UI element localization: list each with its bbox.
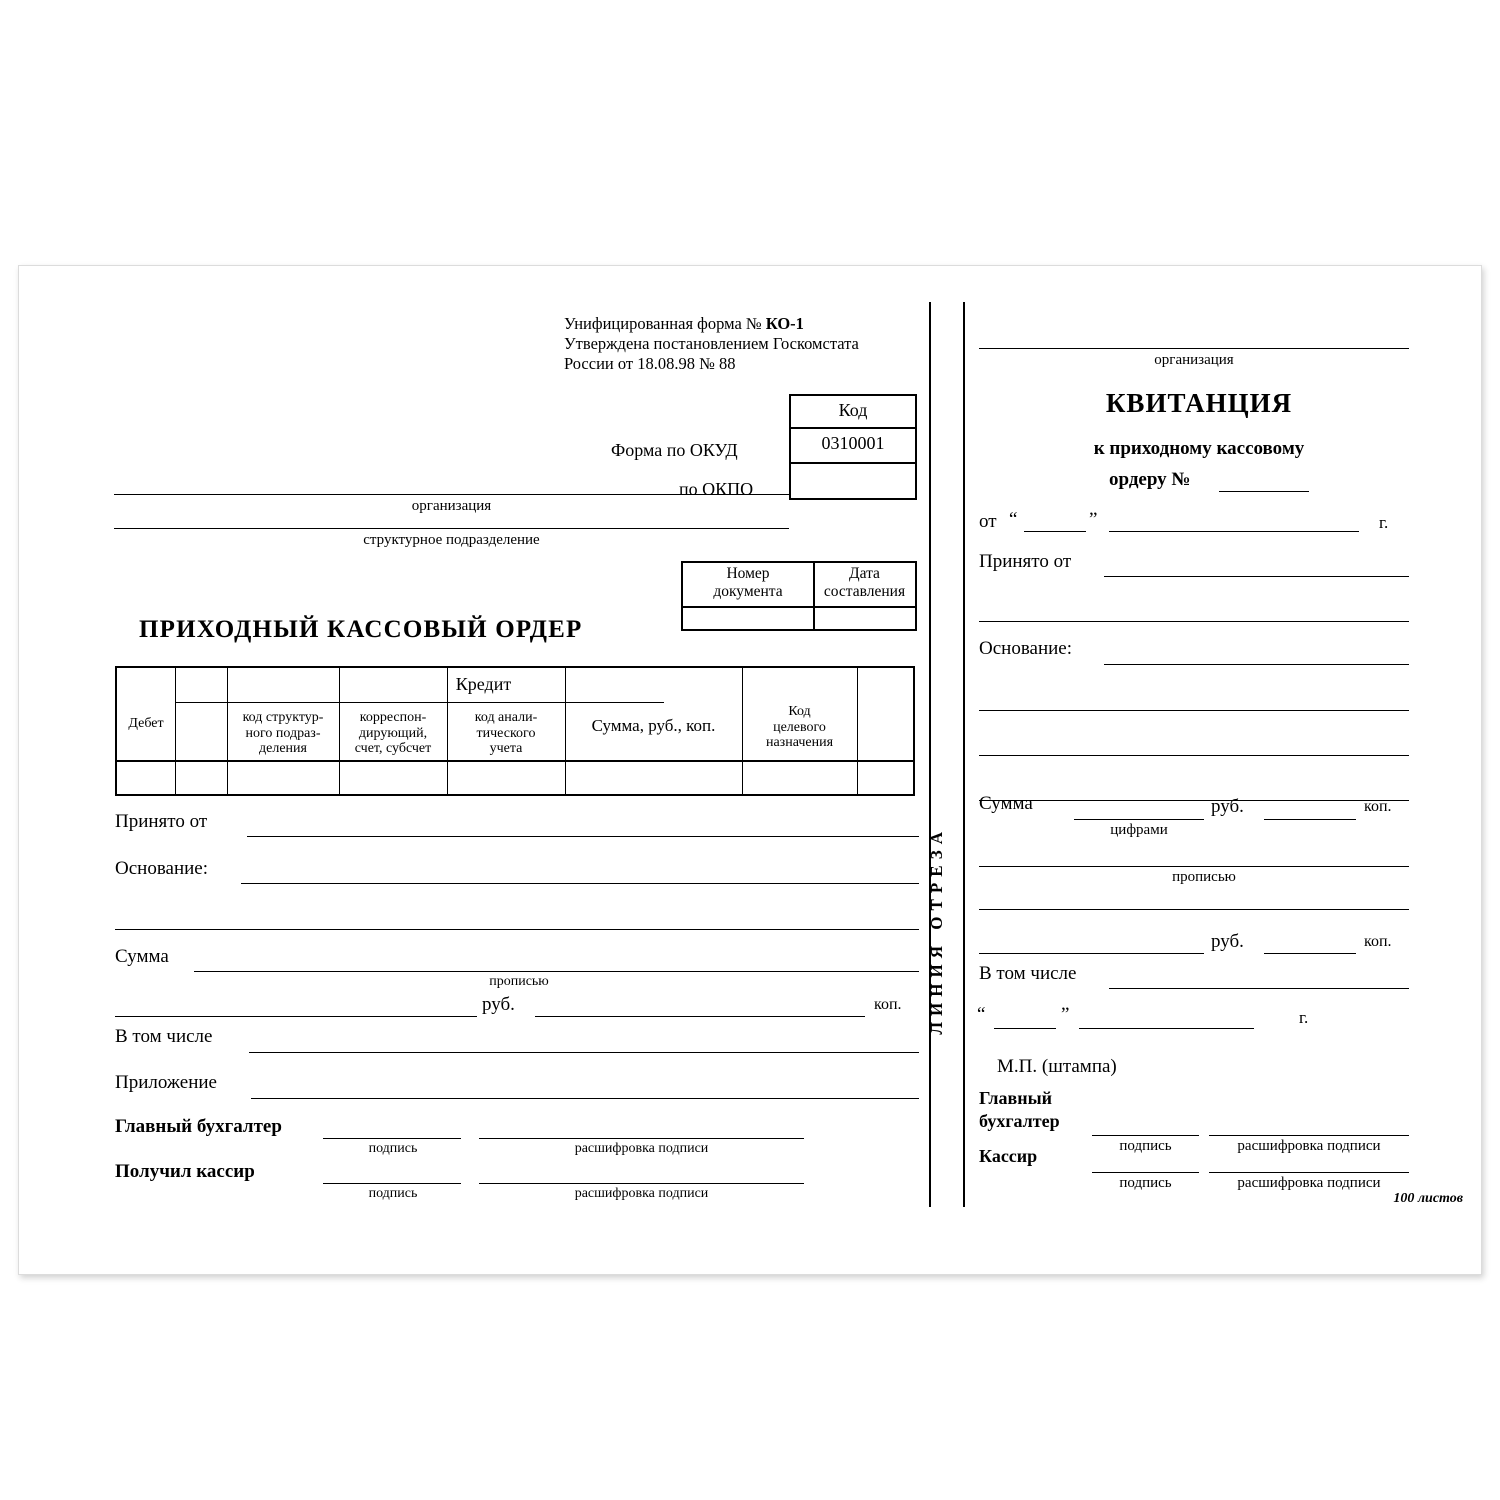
receipt-cashier-decode-line[interactable]	[1209, 1172, 1409, 1173]
form-header-line1	[564, 314, 859, 334]
receipt-order-no-line[interactable]	[1219, 491, 1309, 492]
organization-line[interactable]	[114, 494, 789, 495]
ctab-cell-sub3[interactable]	[449, 762, 563, 792]
basis-line-1[interactable]	[241, 883, 919, 884]
receipt-quote-open-2: “	[977, 1004, 986, 1025]
sum-in-words-caption: прописью	[489, 974, 549, 989]
receipt-chief-sign-line[interactable]	[1092, 1135, 1199, 1136]
ctab-cell-sum[interactable]	[567, 762, 740, 792]
receipt-sum-label: Сумма	[979, 793, 1033, 814]
receipt-kop-line[interactable]	[1264, 819, 1356, 820]
code-box-okud-cell[interactable]	[791, 429, 915, 464]
accepted-from-label: Принято от	[115, 811, 208, 832]
chief-accountant-decode-line[interactable]	[479, 1138, 804, 1139]
ctab-sum-header: Сумма, руб., коп.	[591, 716, 716, 735]
cashier-sign-caption: подпись	[368, 1186, 418, 1201]
receipt-words-rub-line[interactable]	[979, 953, 1204, 954]
basis-line-2[interactable]	[115, 929, 919, 930]
chief-accountant-sign-caption: подпись	[368, 1141, 418, 1156]
ctab-purpose-l3: назначения	[765, 735, 834, 751]
ctab-sub3-l2: тического	[476, 725, 536, 741]
receipt-chief-decode-caption: расшифровка подписи	[1237, 1138, 1381, 1154]
ctab-sub1-l3: деления	[259, 741, 307, 757]
form-header-line3: России от 18.08.98 № 88	[564, 354, 736, 374]
receipt-quote-close: ”	[1089, 509, 1098, 530]
numbox-date-header	[813, 565, 916, 601]
ctab-cell-sub1[interactable]	[229, 762, 337, 792]
sum-rub-line[interactable]	[115, 1016, 477, 1017]
receipt-year-mark: г.	[1379, 513, 1389, 532]
ctab-sub3-l3: учета	[489, 741, 523, 757]
receipt-digits-caption: цифрами	[1110, 822, 1168, 838]
code-box-okud-value: 0310001	[821, 433, 885, 453]
receipt-basis-line-3[interactable]	[979, 755, 1409, 756]
receipt-chief-accountant-l2: бухгалтер	[979, 1111, 1060, 1131]
chief-accountant-decode-caption: расшифровка подписи	[574, 1141, 709, 1156]
form-header-line2: Утверждена постановлением Госкомстата	[564, 334, 859, 354]
receipt-chief-sign-caption: подпись	[1119, 1138, 1172, 1154]
receipt-month-line-2[interactable]	[1079, 1028, 1254, 1029]
sum-label: Сумма	[115, 946, 169, 967]
subdivision-caption: структурное подразделение	[363, 532, 540, 548]
receipt-kop-label: коп.	[1364, 798, 1392, 815]
cashier-sign-line[interactable]	[323, 1183, 461, 1184]
ctab-credit-underline	[175, 702, 664, 703]
receipt-kop-label-2: коп.	[1364, 933, 1392, 950]
receipt-basis-line-1[interactable]	[1104, 664, 1409, 665]
ctab-sub1-l2: ного подраз-	[245, 725, 321, 741]
receipt-from-label: от	[979, 511, 997, 532]
receipt-cashier-label: Кассир	[979, 1146, 1038, 1166]
receipt-including-line[interactable]	[1109, 988, 1409, 989]
ctab-cell-blank[interactable]	[177, 762, 225, 792]
sum-kop-line[interactable]	[535, 1016, 865, 1017]
attachment-line[interactable]	[251, 1098, 919, 1099]
receipt-org-line[interactable]	[979, 348, 1409, 349]
receipt-stamp-label: М.П. (штампа)	[997, 1056, 1117, 1077]
numbox-doc-header-l1: Номер	[726, 565, 770, 582]
chief-accountant-label: Главный бухгалтер	[115, 1116, 282, 1137]
ctab-debit-header: Дебет	[128, 716, 164, 731]
form-header-block	[564, 314, 859, 374]
okpo-label: по ОКПО	[679, 479, 754, 499]
receipt-order-no-label: ордеру №	[1109, 469, 1191, 490]
receipt-accepted-line-1[interactable]	[1104, 576, 1409, 577]
organization-caption: организация	[411, 498, 492, 514]
cashier-decode-line[interactable]	[479, 1183, 804, 1184]
ctab-sub3	[449, 710, 563, 757]
receipt-title: КВИТАНЦИЯ	[1105, 388, 1293, 418]
kop-label: коп.	[874, 996, 902, 1013]
sheets-note: 100 листов	[1393, 1191, 1463, 1206]
receipt-month-line[interactable]	[1109, 531, 1359, 532]
ctab-sub2-l1: корреспон-	[359, 710, 427, 725]
receipt-subtitle: к приходному кассовому	[1093, 438, 1305, 459]
form-sheet	[19, 266, 1481, 1274]
subdivision-line[interactable]	[114, 528, 789, 529]
receipt-chief-accountant-l1: Главный	[979, 1088, 1053, 1108]
accepted-from-line[interactable]	[247, 836, 919, 837]
numbox-doc-header	[683, 565, 813, 601]
credit-table	[115, 666, 915, 796]
receipt-accepted-from-label: Принято от	[979, 551, 1072, 572]
sum-line[interactable]	[194, 971, 919, 972]
receipt-quote-open: “	[1009, 509, 1018, 530]
cut-line-label: ЛИНИЯ ОТРЕЗА	[927, 826, 946, 1035]
ctab-purpose-l2: целевого	[773, 719, 826, 735]
receipt-words-line-1[interactable]	[979, 866, 1409, 867]
including-line[interactable]	[249, 1052, 919, 1053]
numbox-date-header-l1: Дата	[849, 565, 880, 582]
receipt-basis-label: Основание:	[979, 638, 1073, 659]
form-code: КО-1	[765, 314, 804, 333]
receipt-org-caption: организация	[1154, 352, 1234, 368]
attachment-label: Приложение	[115, 1072, 217, 1093]
including-label: В том числе	[115, 1026, 213, 1047]
code-box-okpo-cell[interactable]	[791, 464, 915, 502]
chief-accountant-sign-line[interactable]	[323, 1138, 461, 1139]
receipt-cashier-sign-caption: подпись	[1119, 1175, 1172, 1191]
ctab-purpose-l1: Код	[788, 704, 811, 719]
ctab-cell-tail[interactable]	[859, 762, 911, 792]
cut-divider-right	[963, 302, 965, 1207]
receipt-sum-digits-line[interactable]	[1074, 819, 1204, 820]
receipt-rub-label-2: руб.	[1211, 931, 1244, 952]
form-page	[18, 265, 1482, 1275]
receipt-cashier-sign-line[interactable]	[1092, 1172, 1199, 1173]
ctab-sub2	[341, 710, 445, 757]
ctab-v1	[175, 668, 176, 794]
numbox-doc-value[interactable]	[683, 608, 813, 630]
ctab-sub1-l1: код структур-	[242, 710, 324, 725]
receipt-day-line-2[interactable]	[994, 1028, 1056, 1029]
cashier-decode-caption: расшифровка подписи	[574, 1186, 709, 1201]
form-header-line1-prefix: Унифицированная форма №	[564, 314, 766, 333]
code-box-header-cell	[791, 396, 915, 429]
ctab-credit-header: Кредит	[455, 674, 512, 694]
document-number-box	[681, 561, 917, 631]
receipt-chief-decode-line[interactable]	[1209, 1135, 1409, 1136]
receipt-rub-label: руб.	[1211, 796, 1244, 817]
receipt-quote-close-2: ”	[1061, 1004, 1070, 1025]
receipt-accepted-line-2[interactable]	[979, 621, 1409, 622]
ctab-sub2-l3: счет, субсчет	[354, 741, 432, 757]
code-box	[789, 394, 917, 500]
numbox-date-value[interactable]	[815, 608, 916, 630]
receipt-year-mark-2: г.	[1299, 1008, 1309, 1027]
receipt-cashier-decode-caption: расшифровка подписи	[1237, 1175, 1381, 1191]
receipt-basis-line-2[interactable]	[979, 710, 1409, 711]
okud-label: Форма по ОКУД	[611, 440, 738, 460]
ctab-cell-purpose[interactable]	[744, 762, 855, 792]
numbox-doc-header-l2: документа	[713, 582, 783, 600]
page-title: ПРИХОДНЫЙ КАССОВЫЙ ОРДЕР	[139, 616, 583, 643]
ctab-sub2-l2: дирующий,	[358, 725, 428, 741]
receipt-day-line[interactable]	[1024, 531, 1086, 532]
receipt-basis-line-4[interactable]	[979, 800, 1409, 801]
ctab-v7	[857, 668, 858, 794]
ctab-cell-debit[interactable]	[117, 762, 173, 792]
cut-divider-left	[929, 302, 931, 1207]
receipt-words-caption: прописью	[1172, 869, 1236, 885]
ctab-sub1	[229, 710, 337, 757]
ctab-v6	[742, 668, 743, 794]
basis-label: Основание:	[115, 858, 209, 879]
numbox-date-header-l2: составления	[823, 582, 906, 600]
ctab-sub3-l1: код анали-	[474, 710, 538, 725]
ctab-purpose-header	[744, 704, 855, 751]
ctab-cell-sub2[interactable]	[341, 762, 445, 792]
receipt-words-kop-line[interactable]	[1264, 953, 1356, 954]
receipt-words-line-2[interactable]	[979, 909, 1409, 910]
code-box-header: Код	[838, 400, 868, 420]
rub-label: руб.	[482, 994, 515, 1015]
receipt-including-label: В том числе	[979, 963, 1077, 984]
received-cashier-label: Получил кассир	[115, 1161, 255, 1182]
